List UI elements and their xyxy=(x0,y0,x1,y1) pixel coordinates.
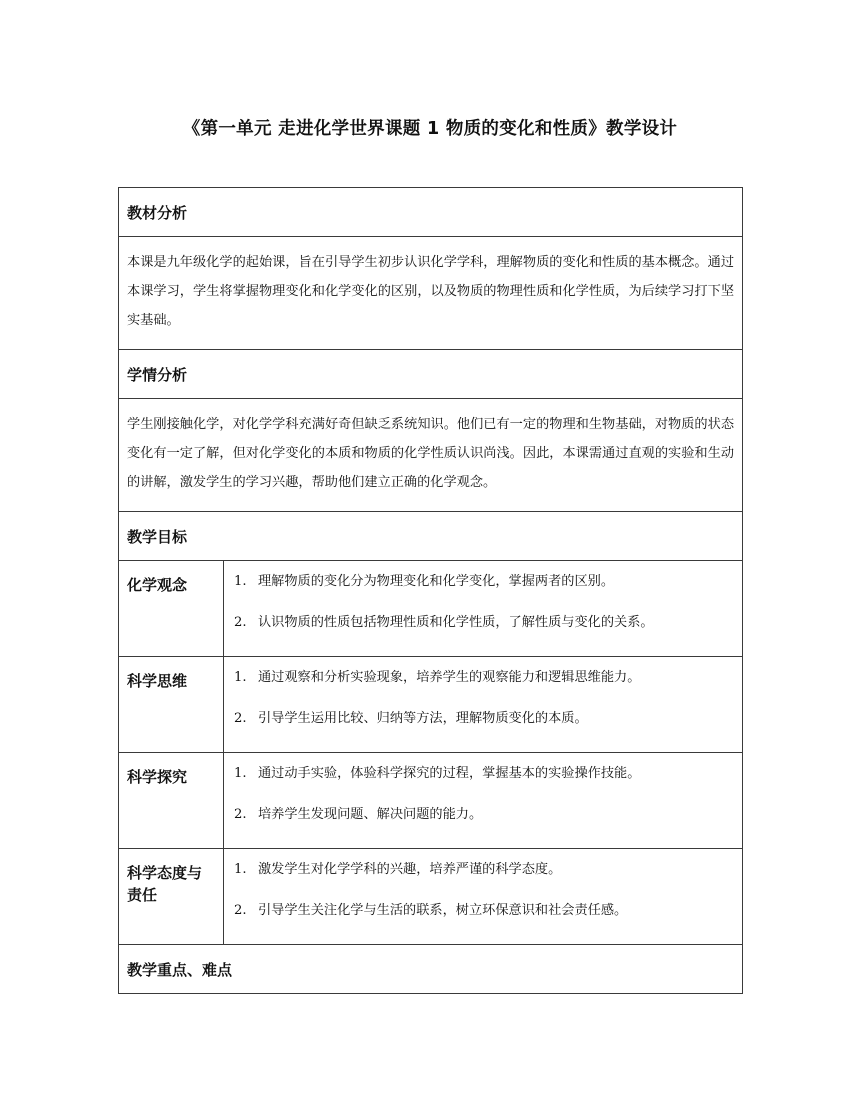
goal-items xyxy=(224,849,742,944)
goal-item-number: 1. xyxy=(234,862,247,877)
learner-analysis-heading: 学情分析 xyxy=(127,365,188,384)
goal-category-label: 化学观念 xyxy=(127,576,188,594)
material-analysis-text: 本课是九年级化学的起始课，旨在引导学生初步认识化学学科，理解物质的变化和性质的基本概念。通过本课学习，学生将掌握物理变化和化学变化的区别，以及物质的物理性质和化学性质，为后续学习打下坚实基础。 xyxy=(127,255,735,328)
key-difficult-points-heading: 教学重点、难点 xyxy=(127,960,233,979)
goal-item xyxy=(234,667,734,689)
section-header-row xyxy=(119,188,743,237)
section-header-row xyxy=(119,350,743,399)
goal-item-number: 1. xyxy=(234,574,247,589)
goal-item-text: 培养学生发现问题、解决问题的能力。 xyxy=(258,807,483,822)
goal-item xyxy=(234,571,734,593)
goal-row xyxy=(119,849,743,945)
goal-item xyxy=(234,612,734,634)
material-analysis-heading: 教材分析 xyxy=(127,203,188,222)
teaching-goals-heading: 教学目标 xyxy=(127,527,188,546)
goal-items xyxy=(224,657,742,752)
goal-item xyxy=(234,859,734,881)
document-title: 《第一单元 走进化学世界课题 1 物质的变化和性质》教学设计 xyxy=(182,119,678,139)
goal-items xyxy=(224,561,742,656)
goal-item-number: 2. xyxy=(234,903,247,918)
goal-item-number: 2. xyxy=(234,615,247,630)
goal-item xyxy=(234,708,734,730)
goal-row xyxy=(119,753,743,849)
goal-item xyxy=(234,804,734,826)
goal-item-number: 2. xyxy=(234,711,247,726)
section-header-row xyxy=(119,945,743,994)
goal-item xyxy=(234,900,734,922)
learner-analysis-text: 学生刚接触化学，对化学学科充满好奇但缺乏系统知识。他们已有一定的物理和生物基础，对物质的状态变化有一定了解，但对化学变化的本质和物质的化学性质认识尚浅。因此，本课需通过直观的实验和生动的讲解，激发学生的学习兴趣，帮助他们建立正确的化学观念。 xyxy=(127,417,735,490)
goal-row xyxy=(119,657,743,753)
section-body-row xyxy=(119,237,743,350)
goal-item-text: 引导学生关注化学与生活的联系，树立环保意识和社会责任感。 xyxy=(258,903,628,918)
section-header-row xyxy=(119,512,743,561)
goal-item-text: 激发学生对化学学科的兴趣，培养严谨的科学态度。 xyxy=(258,862,562,877)
goal-item-text: 理解物质的变化分为物理变化和化学变化，掌握两者的区别。 xyxy=(258,574,615,589)
goal-item-text: 认识物质的性质包括物理性质和化学性质，了解性质与变化的关系。 xyxy=(258,615,654,630)
goal-items xyxy=(224,753,742,848)
goal-row xyxy=(119,561,743,657)
goal-item-text: 通过观察和分析实验现象，培养学生的观察能力和逻辑思维能力。 xyxy=(258,670,641,685)
goal-item-number: 1. xyxy=(234,670,247,685)
goal-category-label: 科学思维 xyxy=(127,672,188,690)
goal-item-text: 通过动手实验，体验科学探究的过程，掌握基本的实验操作技能。 xyxy=(258,766,641,781)
goal-item xyxy=(234,763,734,785)
goal-item-number: 2. xyxy=(234,807,247,822)
goal-item-number: 1. xyxy=(234,766,247,781)
goal-item-text: 引导学生运用比较、归纳等方法，理解物质变化的本质。 xyxy=(258,711,588,726)
goal-category-label: 科学探究 xyxy=(127,768,188,786)
lesson-plan-table xyxy=(118,187,743,994)
section-body-row xyxy=(119,399,743,512)
goal-category-label: 科学态度与责任 xyxy=(127,864,203,904)
